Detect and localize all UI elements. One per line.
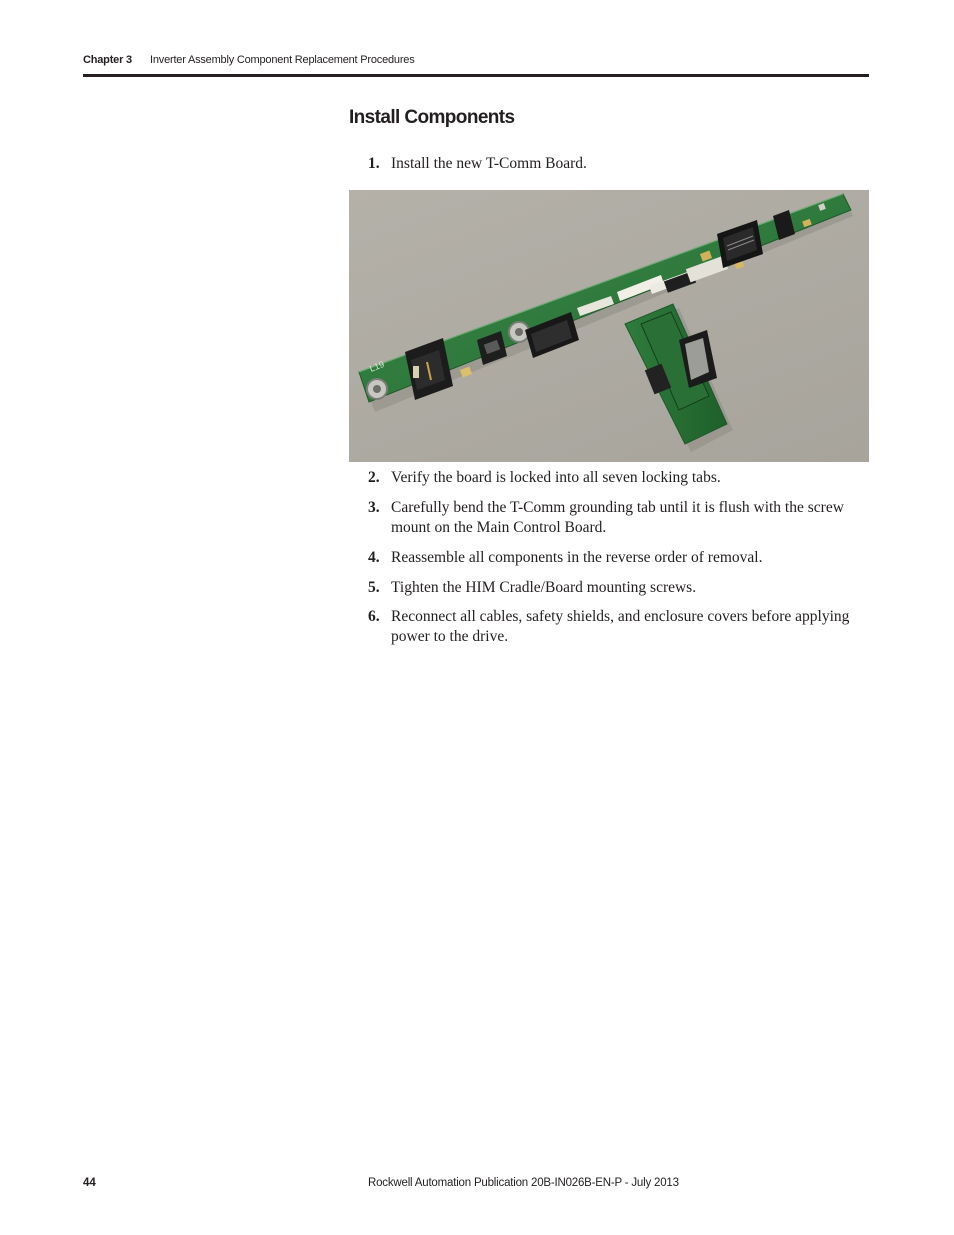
step-number: 2. bbox=[368, 469, 380, 486]
running-header bbox=[83, 52, 869, 70]
step-4 bbox=[368, 548, 868, 568]
step-number: 1. bbox=[368, 155, 380, 172]
step-text: Verify the board is locked into all seven locking tabs. bbox=[391, 469, 721, 486]
board-silkscreen-label: L19 bbox=[368, 358, 386, 374]
step-number: 6. bbox=[368, 608, 380, 625]
t-comm-board-photo bbox=[349, 190, 869, 462]
step-number: 3. bbox=[368, 499, 380, 516]
step-6 bbox=[368, 607, 868, 647]
chapter-label: Chapter 3 bbox=[83, 54, 132, 66]
chapter-title: Inverter Assembly Component Replacement Procedures bbox=[150, 54, 415, 66]
section-heading: Install Components bbox=[349, 107, 515, 128]
publication-info: Rockwell Automation Publication 20B-IN026B-EN-P - July 2013 bbox=[368, 1177, 679, 1189]
step-text: Reconnect all cables, safety shields, and enclosure covers before applying power to the drive. bbox=[391, 608, 850, 645]
page-number: 44 bbox=[83, 1177, 96, 1189]
header-rule bbox=[83, 74, 869, 77]
step-number: 4. bbox=[368, 549, 380, 566]
step-text: Carefully bend the T-Comm grounding tab until it is flush with the screw mount on the Main Control Board. bbox=[391, 499, 844, 536]
step-5 bbox=[368, 578, 868, 598]
step-text: Tighten the HIM Cradle/Board mounting screws. bbox=[391, 579, 697, 596]
step-text: Reassemble all components in the reverse order of removal. bbox=[391, 549, 763, 566]
step-3 bbox=[368, 498, 868, 538]
step-2 bbox=[368, 468, 868, 488]
step-number: 5. bbox=[368, 579, 380, 596]
step-1 bbox=[368, 154, 868, 174]
step-text: Install the new T-Comm Board. bbox=[391, 155, 587, 172]
